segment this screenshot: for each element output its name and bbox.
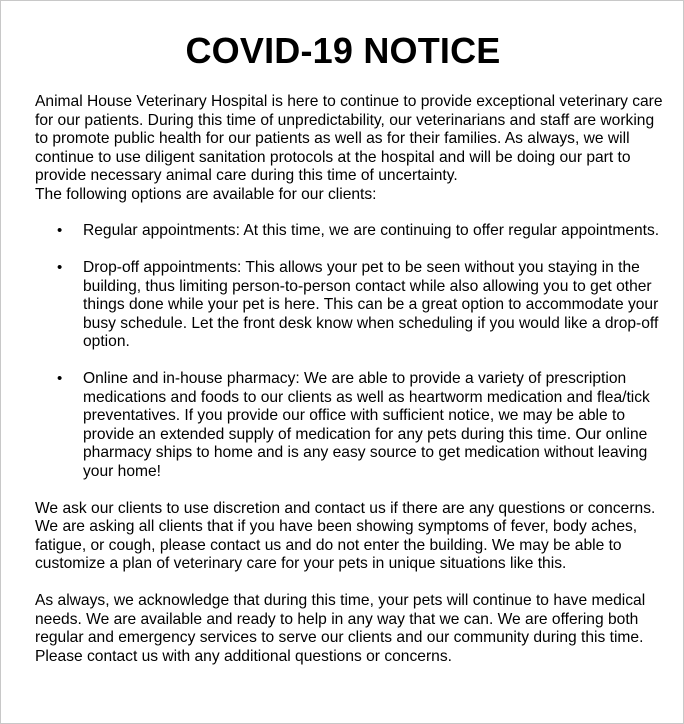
bullet-icon: •	[57, 370, 63, 387]
list-item	[35, 222, 663, 241]
options-list	[35, 222, 663, 481]
list-item	[35, 259, 663, 352]
bullet-icon: •	[57, 259, 63, 276]
closing-paragraph: As always, we acknowledge that during this time, your pets will continue to have medical needs. We are available and ready to help in any way that we can. We are offering both regular and emergency services to serve our clients and our community during this time. Please contact us with any additional questions or concerns.	[35, 592, 646, 665]
bullet-icon: •	[57, 222, 63, 239]
notice-title: COVID-19 NOTICE	[185, 30, 501, 71]
discretion-paragraph: We ask our clients to use discretion and contact us if there are any questions or concerns. We are asking all clients that if you have been showing symptoms of fever, body aches, fatigue, or cough, please contact us and do not enter the building. We may be able to customize a plan of veterinary care for your pets in unique situations like this.	[35, 499, 656, 572]
list-item	[35, 370, 663, 481]
option-regular-appointments: Regular appointments: At this time, we are continuing to offer regular appointments.	[83, 222, 660, 239]
option-drop-off-appointments: Drop-off appointments: This allows your pet to be seen without you staying in the building, thus limiting person-to-person contact while also allowing you to get other things done while your pet is here. This can be a great option to accommodate your busy schedule. Let the front desk know when scheduling if you would like a drop-off option.	[83, 259, 659, 350]
options-lead: The following options are available for our clients:	[35, 185, 377, 203]
option-pharmacy: Online and in-house pharmacy: We are able to provide a variety of prescription medications and foods to our clients as well as heartworm medication and flea/tick preventatives. If you provide our office with sufficient notice, we may be able to provide an extended supply of medication for any pets during this time. Our online pharmacy ships to home and is any easy source to get medication without leaving your home!	[83, 370, 650, 480]
notice-body	[35, 93, 663, 685]
intro-paragraph: Animal House Veterinary Hospital is here to continue to provide exceptional veterinary care for our patients. During this time of unpredictability, our veterinarians and staff are working to promote public health for our patients as well as for their families. As always, we will continue to use diligent sanitation protocols at the hospital and will be doing our part to provide necessary animal care during this time of uncertainty.	[35, 93, 663, 184]
